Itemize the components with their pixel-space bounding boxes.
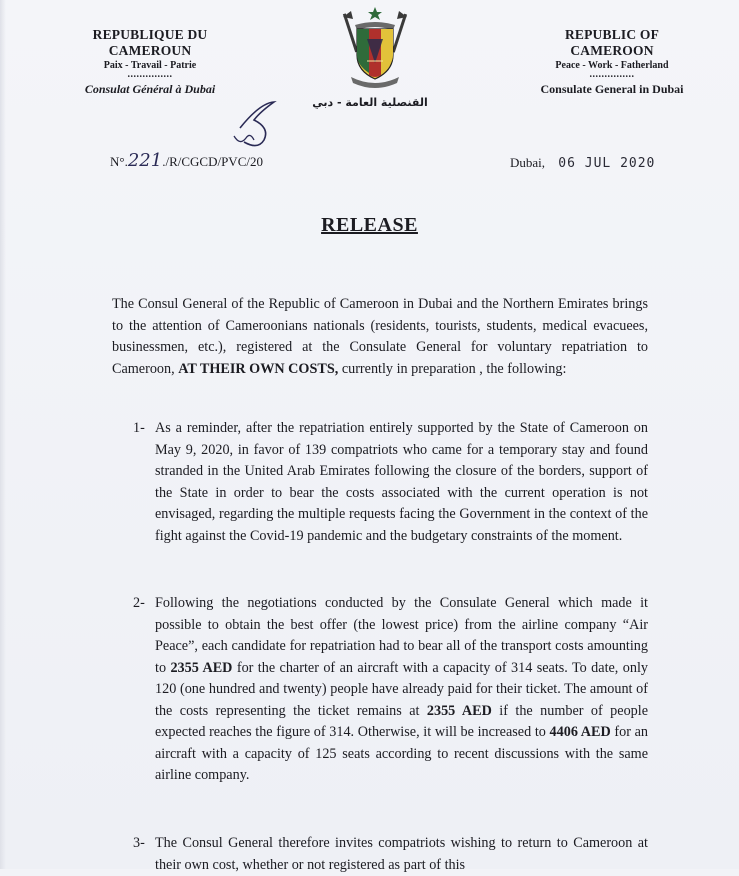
reference-prefix: N°. [110, 154, 128, 169]
list-item-number: 1- [133, 420, 145, 436]
amount-highlight: 4406 AED [549, 724, 611, 740]
list-item-text [155, 593, 648, 787]
header-right-motto: Peace - Work - Fatherland [555, 60, 669, 71]
page-edge-shadow [0, 0, 6, 869]
intro-text-before: The Consul General of the Republic of Cameroon in Dubai and the Northern Emirates brings to the attention of Cameroonians nationals (residents, tourists, students, medical evacuees, businessmen, etc.), registered at the Consulate General for voluntary repatriation to Cameroon, [112, 296, 648, 377]
list-item-number: 3- [133, 835, 145, 851]
list-item-number: 2- [133, 595, 145, 611]
text-segment: Following the negotiations conducted by the Consulate General which made it possible to obtain the best offer (the lowest price) from the airline company “Air Peace”, each candidate for repatriation had to bear all of the transport costs amounting to [155, 595, 648, 676]
list-item-text: As a reminder, after the repatriation entirely supported by the State of Cameroon on May 9, 2020, in favor of 139 compatriots who came for a temporary stay and found stranded in the United Arab Emirates following the closure of the borders, support of the State in order to bear the costs associated with the current operation is not envisaged, regarding the multiple requests facing the Government in the context of the fight against the Covid-19 pandemic and the budgetary constraints of the moment. [155, 420, 648, 544]
coat-of-arms-emblem [337, 5, 413, 91]
header-left-country: REPUBLIQUE DU CAMEROUN [92, 27, 208, 58]
text-segment: for the charter of an aircraft with a capacity of 314 seats. To date, only 120 (one hundred and twenty) people have already paid for their ticket. The amount of the costs representing the ticket remains at [155, 659, 648, 719]
header-right [522, 27, 702, 97]
header-left [50, 27, 250, 97]
reference-number [110, 150, 263, 171]
intro-bold-phrase: AT THEIR OWN COSTS, [178, 360, 339, 377]
intro-paragraph [112, 294, 648, 380]
text-segment: if the number of people expected reaches the figure of 314. Otherwise, it will be increased to [155, 702, 649, 740]
dateline [510, 155, 655, 171]
header-left-consulate: Consulat Général à Dubai [84, 82, 216, 96]
handwritten-signature [230, 98, 280, 158]
header-left-dots: ............... [127, 69, 173, 80]
arabic-consulate-caption: القنصلية العامة - دبي [312, 96, 428, 109]
amount-highlight: 2355 AED [170, 659, 233, 676]
intro-text-after: currently in preparation , the following: [338, 360, 567, 377]
header-right-dots: ............... [589, 69, 635, 80]
reference-handwritten-number: 221 [127, 150, 163, 171]
amount-highlight: 2355 AED [426, 702, 492, 719]
document-title: RELEASE [321, 214, 418, 236]
header-right-consulate: Consulate General in Dubai [540, 82, 684, 96]
text-segment: for an aircraft with a capacity of 125 seats according to recent discussions with the same airline company. [155, 724, 649, 783]
reference-suffix: ./R/CGCD/PVC/20 [162, 154, 263, 169]
date-stamp: 06 JUL 2020 [558, 156, 656, 171]
header-right-country: REPUBLIC OF CAMEROON [564, 27, 660, 58]
list-item-text: The Consul General therefore invites compatriots wishing to return to Cameroon at their own cost, whether or not registered as part of this [155, 835, 648, 873]
dateline-city: Dubai, [510, 155, 546, 170]
header-left-motto: Paix - Travail - Patrie [103, 60, 197, 71]
